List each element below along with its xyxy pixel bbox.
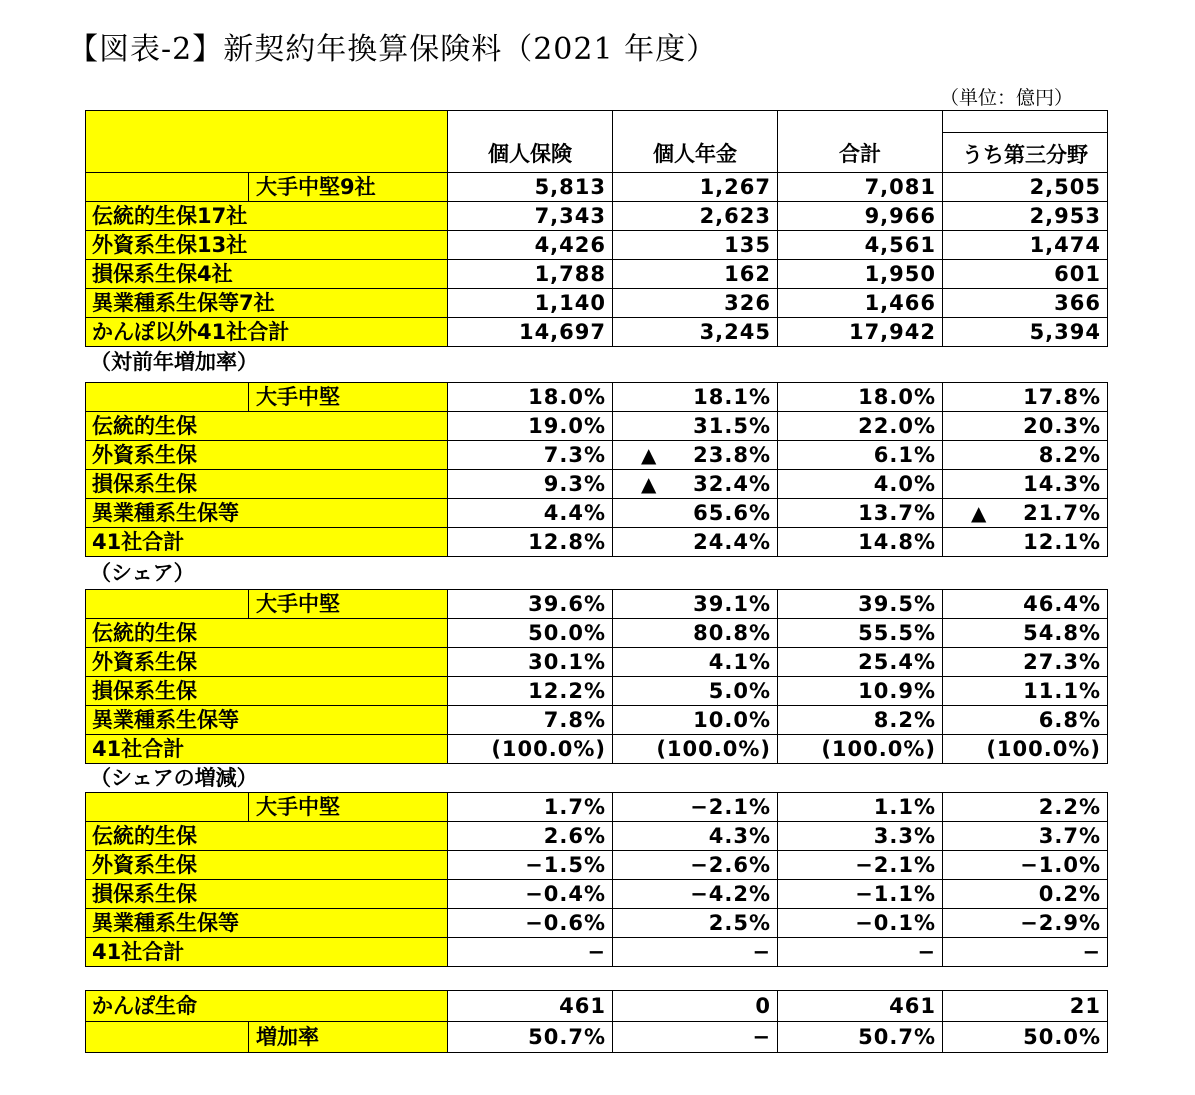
value-cell: 54.8%	[943, 619, 1108, 648]
value-cell: 1.1%	[778, 793, 943, 822]
section1-table	[85, 110, 1108, 347]
negative-triangle-icon: ▲	[971, 501, 988, 525]
table-row	[86, 289, 1108, 318]
row-label: 異業種系生保等	[86, 909, 448, 938]
unit-label: （単位：億円）	[940, 87, 1074, 109]
row-label: 外資系生保	[86, 648, 448, 677]
value-cell: 8.2%	[943, 441, 1108, 470]
value-cell: 8.2%	[778, 706, 943, 735]
value-cell: 7.8%	[448, 706, 613, 735]
value-text: 21.7%	[1023, 501, 1101, 525]
value-cell: 135	[613, 231, 778, 260]
value-cell: 2.6%	[448, 822, 613, 851]
value-cell: 18.1%	[613, 383, 778, 412]
value-cell: −1.1%	[778, 880, 943, 909]
table-row	[86, 499, 1108, 528]
value-cell: −2.6%	[613, 851, 778, 880]
value-cell: 18.0%	[448, 383, 613, 412]
value-cell: 2,623	[613, 202, 778, 231]
value-cell: 25.4%	[778, 648, 943, 677]
row-label: 41社合計	[86, 528, 448, 557]
value-cell	[943, 499, 1108, 528]
value-cell: 50.7%	[448, 1022, 613, 1053]
value-cell: 14,697	[448, 318, 613, 347]
value-cell: 4.0%	[778, 470, 943, 499]
row-label: 外資系生保13社	[86, 231, 448, 260]
value-cell: 24.4%	[613, 528, 778, 557]
value-cell: 9.3%	[448, 470, 613, 499]
section3-table	[85, 589, 1108, 764]
value-cell: 3,245	[613, 318, 778, 347]
row-label: 41社合計	[86, 735, 448, 764]
header-total: 合計	[778, 111, 943, 173]
value-cell: (100.0%)	[778, 735, 943, 764]
value-cell: 19.0%	[448, 412, 613, 441]
value-cell: 3.7%	[943, 822, 1108, 851]
value-cell: 10.9%	[778, 677, 943, 706]
value-cell: 4.4%	[448, 499, 613, 528]
value-cell: 6.8%	[943, 706, 1108, 735]
value-cell: −0.1%	[778, 909, 943, 938]
value-text: 32.4%	[693, 472, 771, 496]
value-cell: 12.8%	[448, 528, 613, 557]
row-label: 伝統的生保	[86, 822, 448, 851]
value-cell: 9,966	[778, 202, 943, 231]
value-cell: −2.1%	[778, 851, 943, 880]
value-cell: 46.4%	[943, 590, 1108, 619]
table-row	[86, 470, 1108, 499]
value-cell: 18.0%	[778, 383, 943, 412]
value-cell: −	[943, 938, 1108, 967]
value-cell: −	[778, 938, 943, 967]
table-row	[86, 528, 1108, 557]
value-cell: 2.5%	[613, 909, 778, 938]
value-cell: 461	[448, 991, 613, 1022]
value-cell: 14.8%	[778, 528, 943, 557]
value-cell: 21	[943, 991, 1108, 1022]
table-row	[86, 991, 1108, 1022]
value-cell: 5.0%	[613, 677, 778, 706]
value-cell: 1,950	[778, 260, 943, 289]
table-row	[86, 880, 1108, 909]
value-cell: 4.3%	[613, 822, 778, 851]
value-cell: −0.6%	[448, 909, 613, 938]
value-cell: 17,942	[778, 318, 943, 347]
table-row	[86, 851, 1108, 880]
value-cell: 4,426	[448, 231, 613, 260]
table-row	[86, 173, 1108, 202]
table-row	[86, 590, 1108, 619]
table-row	[86, 383, 1108, 412]
header-label-cell	[86, 111, 448, 173]
table-row	[86, 822, 1108, 851]
value-cell: 80.8%	[613, 619, 778, 648]
row-label: 41社合計	[86, 938, 448, 967]
value-cell: (100.0%)	[448, 735, 613, 764]
section4-table	[85, 792, 1108, 967]
table-row	[86, 260, 1108, 289]
value-cell: −4.2%	[613, 880, 778, 909]
value-cell: −2.9%	[943, 909, 1108, 938]
row-label: 大手中堅	[86, 590, 448, 619]
value-cell: 30.1%	[448, 648, 613, 677]
value-cell: −0.4%	[448, 880, 613, 909]
row-label: 異業種系生保等7社	[86, 289, 448, 318]
row-label: 損保系生保	[86, 677, 448, 706]
table-row	[86, 1022, 1108, 1053]
table-row	[86, 793, 1108, 822]
value-cell: 65.6%	[613, 499, 778, 528]
value-cell: 2,953	[943, 202, 1108, 231]
value-cell: 55.5%	[778, 619, 943, 648]
value-cell: 50.0%	[943, 1022, 1108, 1053]
table-row	[86, 202, 1108, 231]
section2-table	[85, 382, 1108, 557]
value-cell: 10.0%	[613, 706, 778, 735]
value-cell: 7,343	[448, 202, 613, 231]
value-cell: 13.7%	[778, 499, 943, 528]
figure-title: 【図表-2】新契約年換算保険料（2021 年度）	[68, 32, 718, 67]
value-cell: 12.2%	[448, 677, 613, 706]
row-label: 損保系生保	[86, 470, 448, 499]
value-cell: (100.0%)	[613, 735, 778, 764]
table-row	[86, 318, 1108, 347]
value-cell: −2.1%	[613, 793, 778, 822]
row-label: 損保系生保4社	[86, 260, 448, 289]
row-label: 大手中堅	[86, 793, 448, 822]
row-label: かんぽ生命	[86, 991, 448, 1022]
row-label: 損保系生保	[86, 880, 448, 909]
row-label: 大手中堅	[86, 383, 448, 412]
header-kojin-hoken: 個人保険	[448, 111, 613, 173]
value-cell: 7.3%	[448, 441, 613, 470]
row-label: 異業種系生保等	[86, 706, 448, 735]
value-cell: 1,267	[613, 173, 778, 202]
table-row	[86, 677, 1108, 706]
value-cell: 0	[613, 991, 778, 1022]
value-cell: −	[613, 1022, 778, 1053]
value-cell: (100.0%)	[943, 735, 1108, 764]
value-cell: 5,394	[943, 318, 1108, 347]
value-text: 23.8%	[693, 443, 771, 467]
table-row	[86, 412, 1108, 441]
table-row	[86, 441, 1108, 470]
value-cell: 39.1%	[613, 590, 778, 619]
value-cell: 50.0%	[448, 619, 613, 648]
value-cell: 1.7%	[448, 793, 613, 822]
section4-title: （シェアの増減）	[90, 766, 258, 790]
negative-triangle-icon: ▲	[641, 472, 658, 496]
value-cell: 2.2%	[943, 793, 1108, 822]
value-cell: 31.5%	[613, 412, 778, 441]
value-cell: 11.1%	[943, 677, 1108, 706]
table-row	[86, 648, 1108, 677]
table-row	[86, 231, 1108, 260]
header-third-sector: うち第三分野	[943, 111, 1108, 173]
row-label: 大手中堅9社	[86, 173, 448, 202]
value-cell: 20.3%	[943, 412, 1108, 441]
value-cell: 1,474	[943, 231, 1108, 260]
negative-triangle-icon: ▲	[641, 443, 658, 467]
section5-table	[85, 990, 1108, 1053]
value-cell: 162	[613, 260, 778, 289]
table-row	[86, 706, 1108, 735]
value-cell: 1,788	[448, 260, 613, 289]
value-cell: 326	[613, 289, 778, 318]
value-cell: 6.1%	[778, 441, 943, 470]
value-cell: 27.3%	[943, 648, 1108, 677]
header-row	[86, 111, 1108, 173]
row-label: 伝統的生保17社	[86, 202, 448, 231]
row-label: 増加率	[86, 1022, 448, 1053]
value-cell: 39.5%	[778, 590, 943, 619]
table-row	[86, 619, 1108, 648]
value-cell: −1.0%	[943, 851, 1108, 880]
row-label: かんぽ以外41社合計	[86, 318, 448, 347]
row-label: 異業種系生保等	[86, 499, 448, 528]
value-cell: 39.6%	[448, 590, 613, 619]
value-cell: 5,813	[448, 173, 613, 202]
section3-title: （シェア）	[90, 561, 195, 585]
value-cell: 366	[943, 289, 1108, 318]
value-cell: −	[613, 938, 778, 967]
table-row	[86, 909, 1108, 938]
section2-title: （対前年増加率）	[90, 350, 258, 374]
value-cell	[613, 441, 778, 470]
row-label: 伝統的生保	[86, 412, 448, 441]
row-label: 伝統的生保	[86, 619, 448, 648]
table-row	[86, 938, 1108, 967]
table-row	[86, 735, 1108, 764]
value-cell: 50.7%	[778, 1022, 943, 1053]
value-cell: −	[448, 938, 613, 967]
value-cell: 4,561	[778, 231, 943, 260]
value-cell: 1,466	[778, 289, 943, 318]
value-cell: 4.1%	[613, 648, 778, 677]
value-cell: 7,081	[778, 173, 943, 202]
value-cell: 2,505	[943, 173, 1108, 202]
value-cell: 1,140	[448, 289, 613, 318]
value-cell: 22.0%	[778, 412, 943, 441]
value-cell: 14.3%	[943, 470, 1108, 499]
value-cell: 17.8%	[943, 383, 1108, 412]
value-cell: 461	[778, 991, 943, 1022]
header-kojin-nenkin: 個人年金	[613, 111, 778, 173]
row-label: 外資系生保	[86, 441, 448, 470]
value-cell: 601	[943, 260, 1108, 289]
value-cell: 0.2%	[943, 880, 1108, 909]
row-label: 外資系生保	[86, 851, 448, 880]
value-cell	[613, 470, 778, 499]
value-cell: 12.1%	[943, 528, 1108, 557]
value-cell: 3.3%	[778, 822, 943, 851]
value-cell: −1.5%	[448, 851, 613, 880]
